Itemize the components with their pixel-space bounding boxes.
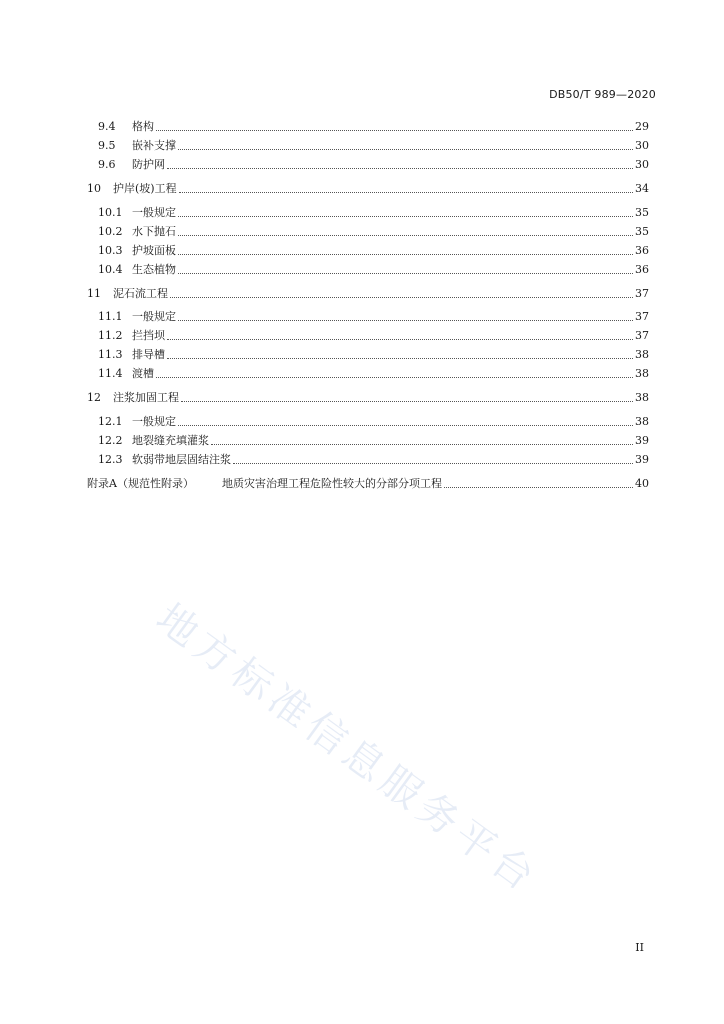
toc-leader-dots xyxy=(167,358,633,359)
toc-entry-number: 10.4 xyxy=(98,263,123,276)
toc-entry-label xyxy=(98,263,178,277)
toc-entry-page: 39 xyxy=(635,453,649,466)
toc-entry-number: 10 xyxy=(87,182,101,195)
toc-entry-number: 10.2 xyxy=(98,225,123,238)
toc-entry-label xyxy=(98,120,156,134)
toc-entry-page: 40 xyxy=(635,477,649,490)
toc-entry-number: 9.5 xyxy=(98,139,116,152)
toc-leader-dots xyxy=(156,130,633,131)
toc-entry-number: 12.1 xyxy=(98,415,123,428)
toc-entry-number: 12.2 xyxy=(98,434,123,447)
toc-leader-dots xyxy=(178,320,633,321)
toc-entry[interactable] xyxy=(0,204,724,220)
toc-entry-number: 11.1 xyxy=(98,310,123,323)
toc-entry[interactable] xyxy=(0,432,724,448)
toc-entry-number: 12.3 xyxy=(98,453,123,466)
toc-entry[interactable] xyxy=(0,327,724,343)
toc-entry-title: 地裂缝充填灌浆 xyxy=(132,434,209,447)
toc-entry-label xyxy=(87,391,181,405)
toc-entry[interactable] xyxy=(0,365,724,381)
toc-entry-title: 水下抛石 xyxy=(132,225,176,238)
toc-entry[interactable] xyxy=(0,285,724,301)
toc-entry-page: 37 xyxy=(635,329,649,342)
toc-leader-dots xyxy=(167,339,633,340)
toc-entry-label xyxy=(98,206,178,220)
toc-entry-label xyxy=(98,415,178,429)
toc-entry-label xyxy=(98,244,178,258)
toc-entry-title: 一般规定 xyxy=(132,206,176,219)
toc-entry-title: 防护网 xyxy=(132,158,165,171)
toc-entry-label xyxy=(98,310,178,324)
toc-leader-dots xyxy=(167,168,633,169)
toc-entry-page: 29 xyxy=(635,120,649,133)
toc-entry-title: 拦挡坝 xyxy=(132,329,165,342)
toc-leader-dots xyxy=(170,297,633,298)
toc-entry[interactable] xyxy=(0,308,724,324)
toc-entry-number: 10.1 xyxy=(98,206,123,219)
toc-entry-title: 格构 xyxy=(132,120,154,133)
toc-entry-number: 10.3 xyxy=(98,244,123,257)
toc-entry-page: 38 xyxy=(635,367,649,380)
toc-entry-title: 一般规定 xyxy=(132,310,176,323)
toc-entry[interactable] xyxy=(0,346,724,362)
toc-entry[interactable] xyxy=(0,242,724,258)
toc-leader-dots xyxy=(444,487,633,488)
toc-entry[interactable] xyxy=(0,475,724,491)
toc-entry-number: 12 xyxy=(87,391,101,404)
toc-entry-page: 36 xyxy=(635,263,649,276)
toc-entry-page: 38 xyxy=(635,348,649,361)
toc-leader-dots xyxy=(178,216,633,217)
toc-entry-page: 37 xyxy=(635,287,649,300)
toc-entry-number: 附录A（规范性附录） xyxy=(87,477,194,490)
toc-leader-dots xyxy=(156,377,633,378)
toc-entry-page: 30 xyxy=(635,139,649,152)
toc-entry[interactable] xyxy=(0,389,724,405)
toc-entry-label xyxy=(98,434,211,448)
page-number: II xyxy=(635,941,644,954)
toc-leader-dots xyxy=(233,463,633,464)
toc-entry-label xyxy=(87,182,179,196)
toc-entry-label xyxy=(87,477,444,491)
toc-entry-page: 39 xyxy=(635,434,649,447)
toc-entry-title: 注浆加固工程 xyxy=(113,391,179,404)
toc-entry-title: 生态植物 xyxy=(132,263,176,276)
toc-entry-title: 泥石流工程 xyxy=(113,287,168,300)
toc-entry-title: 嵌补支撑 xyxy=(132,139,176,152)
toc-entry-label xyxy=(98,139,178,153)
toc-entry-number: 11.2 xyxy=(98,329,123,342)
toc-entry-label xyxy=(98,158,167,172)
toc-entry-page: 37 xyxy=(635,310,649,323)
toc-entry-title: 软弱带地层固结注浆 xyxy=(132,453,231,466)
toc-entry-title: 排导槽 xyxy=(132,348,165,361)
toc-entry-number: 9.6 xyxy=(98,158,116,171)
toc-entry-page: 38 xyxy=(635,391,649,404)
toc-leader-dots xyxy=(178,235,633,236)
toc-entry[interactable] xyxy=(0,223,724,239)
toc-entry-number: 11.3 xyxy=(98,348,123,361)
toc-entry-title: 一般规定 xyxy=(132,415,176,428)
toc-leader-dots xyxy=(181,401,633,402)
toc-entry-title: 护坡面板 xyxy=(132,244,176,257)
toc-entry-page: 36 xyxy=(635,244,649,257)
toc-entry-title: 地质灾害治理工程危险性较大的分部分项工程 xyxy=(222,477,442,490)
toc-entry[interactable] xyxy=(0,156,724,172)
toc-entry-label xyxy=(98,348,167,362)
toc-entry-title: 渡槽 xyxy=(132,367,154,380)
toc-entry-title: 护岸(坡)工程 xyxy=(113,182,177,195)
toc-entry-page: 30 xyxy=(635,158,649,171)
toc-entry-page: 35 xyxy=(635,225,649,238)
toc-leader-dots xyxy=(178,273,633,274)
watermark: 地方标准信息服务平台 xyxy=(147,595,547,903)
standard-code: DB50/T 989—2020 xyxy=(549,88,656,101)
toc-entry-label xyxy=(87,287,170,301)
toc-entry-page: 34 xyxy=(635,182,649,195)
toc-entry-label xyxy=(98,453,233,467)
toc-entry-number: 11.4 xyxy=(98,367,123,380)
toc-entry[interactable] xyxy=(0,261,724,277)
toc-entry[interactable] xyxy=(0,413,724,429)
toc-entry-label xyxy=(98,329,167,343)
toc-entry-label xyxy=(98,367,156,381)
toc-entry-label xyxy=(98,225,178,239)
toc-leader-dots xyxy=(178,254,633,255)
toc-entry[interactable] xyxy=(0,137,724,153)
toc-entry[interactable] xyxy=(0,451,724,467)
toc-entry-number: 11 xyxy=(87,287,101,300)
toc-leader-dots xyxy=(211,444,633,445)
toc-leader-dots xyxy=(178,149,633,150)
toc-entry[interactable] xyxy=(0,118,724,134)
toc-leader-dots xyxy=(179,192,633,193)
toc-entry-number: 9.4 xyxy=(98,120,116,133)
toc-entry-page: 35 xyxy=(635,206,649,219)
toc-entry[interactable] xyxy=(0,180,724,196)
toc-entry-page: 38 xyxy=(635,415,649,428)
toc-leader-dots xyxy=(178,425,633,426)
